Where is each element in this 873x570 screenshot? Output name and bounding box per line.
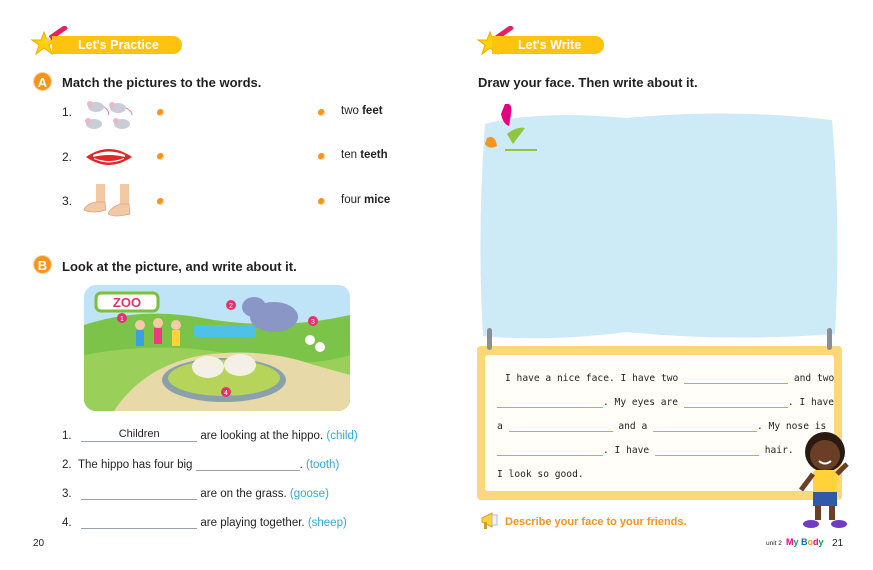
face-drawing-area[interactable]	[477, 104, 842, 342]
zoo-sign-text: ZOO	[112, 295, 142, 310]
match-word: four mice	[341, 194, 391, 206]
writing-blank[interactable]	[653, 421, 757, 432]
mouth-teeth-picture	[84, 145, 134, 169]
picture-marker: 3	[311, 319, 315, 326]
picture-marker: 2	[229, 303, 233, 310]
footer-unit-title	[786, 537, 824, 547]
mice-picture	[82, 98, 140, 134]
footer-title-letter: B	[801, 537, 808, 547]
writing-blank[interactable]	[497, 397, 603, 408]
writing-card	[477, 346, 842, 500]
picture-marker: 1	[120, 316, 124, 323]
sentence-row: 1. Children are looking at the hippo. (child)	[62, 428, 358, 442]
section-a-badge: A	[33, 72, 52, 91]
left-page	[0, 0, 436, 570]
answer-blank[interactable]	[196, 457, 300, 471]
sentence-row: 2. The hippo has four big . (tooth)	[62, 459, 340, 471]
tip-text: Describe your face to your friends.	[505, 516, 687, 528]
writing-line: a and a . My nose is	[497, 421, 827, 432]
lets-write-banner: Let's Write	[492, 36, 604, 54]
writing-blank[interactable]	[509, 421, 613, 432]
match-dot-right[interactable]	[318, 198, 325, 205]
answer-blank[interactable]	[81, 486, 197, 500]
writing-lines	[485, 355, 834, 491]
writing-blank[interactable]	[655, 445, 759, 456]
sentence-row: 4. are playing together. (sheep)	[62, 517, 347, 529]
match-item-number: 2.	[62, 150, 73, 164]
writing-blank[interactable]	[497, 445, 603, 456]
match-dot-left[interactable]	[157, 198, 164, 205]
page-number-left: 20	[33, 538, 45, 549]
match-word: two feet	[341, 105, 383, 117]
match-item-number: 3.	[62, 194, 73, 208]
match-item-number: 1.	[62, 105, 73, 119]
writing-blank[interactable]	[684, 397, 788, 408]
sentence-row: 3. are on the grass. (goose)	[62, 488, 329, 500]
megaphone-icon	[479, 510, 501, 532]
match-dot-right[interactable]	[318, 153, 325, 160]
answer-blank[interactable]: Children	[81, 428, 197, 442]
writing-line: . My eyes are . I have	[497, 397, 834, 408]
answer-blank[interactable]	[81, 515, 197, 529]
footer-title-letter: M	[786, 537, 794, 547]
lets-write-heading: Draw your face. Then write about it.	[478, 75, 698, 90]
section-b-heading: Look at the picture, and write about it.	[62, 259, 297, 274]
writing-line: I have a nice face. I have two and two	[505, 373, 835, 384]
lets-practice-banner: Let's Practice	[52, 36, 182, 54]
feet-picture	[82, 184, 142, 220]
footer-title-letter: y	[793, 537, 799, 547]
writing-blank[interactable]	[684, 373, 788, 384]
zoo-illustration	[84, 285, 350, 411]
match-word: ten teeth	[341, 149, 388, 161]
page-number-right: 21	[832, 538, 844, 549]
footer-title-letter: d	[813, 537, 819, 547]
writing-line: I look so good.	[497, 469, 584, 480]
section-a-heading: Match the pictures to the words.	[62, 75, 262, 90]
footer-title-letter: o	[807, 537, 814, 547]
boy-illustration	[795, 430, 851, 530]
writing-line: . I have hair.	[497, 445, 794, 456]
match-dot-right[interactable]	[318, 109, 325, 116]
match-dot-left[interactable]	[157, 153, 164, 160]
match-dot-left[interactable]	[157, 109, 164, 116]
footer-unit-label: unit 2	[766, 540, 782, 547]
footer-title-letter: y	[818, 537, 824, 547]
picture-marker: 4	[224, 390, 228, 397]
section-b-badge: B	[33, 255, 52, 274]
